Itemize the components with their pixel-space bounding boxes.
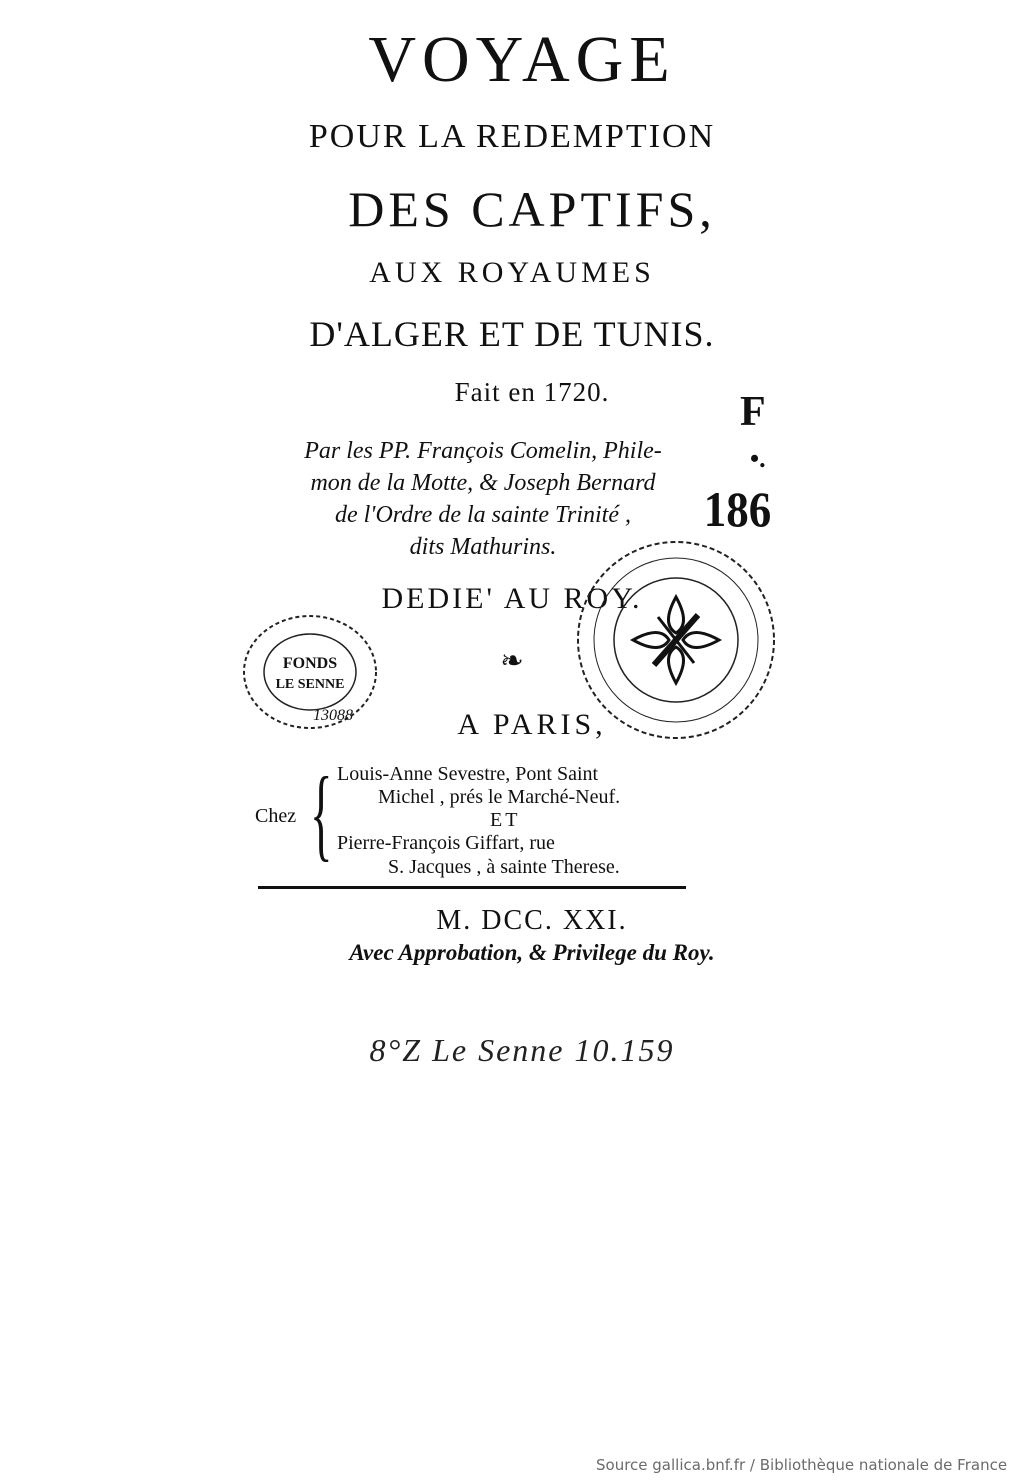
dedication: DEDIE' AU ROY. [381,582,643,615]
publisher-line: Pierre-François Giffart, rue [337,832,555,854]
place-of-publication: A PARIS, [457,708,607,741]
chez-label: Chez [255,805,297,827]
brace-icon: { [310,756,333,871]
shelfmark-number: 186 [703,481,772,537]
subtitle-line-3: AUX ROYAUMES [369,256,655,289]
date-made: Fait en 1720. [454,377,610,407]
authors-line: dits Mathurins. [409,534,557,560]
publication-year: M. DCC. XXI. [436,905,628,936]
stamp-left-number: 13088 [313,707,353,724]
horizontal-rule [258,886,686,889]
source-credit: Source gallica.bnf.fr / Bibliothèque nationale de France [596,1456,1008,1474]
stamp-left-text-1: FONDS [282,655,338,672]
stamp-left-text-2: LE SENNE [275,677,345,692]
approbation: Avec Approbation, & Privilege du Roy. [349,940,715,965]
fleuron-ornament-icon: ❧ [500,646,524,677]
book-title: VOYAGE [368,23,676,96]
publisher-line: Louis-Anne Sevestre, Pont Saint [337,763,599,785]
manuscript-call-number: 8°Z Le Senne 10.159 [369,1032,675,1068]
authors-line: de l'Ordre de la sainte Trinité , [334,502,631,528]
shelfmark-dot: •. [750,444,766,473]
subtitle-line-4: D'ALGER ET DE TUNIS. [309,314,715,354]
library-stamp-left-icon [238,610,388,735]
subtitle-line-2: DES CAPTIFS, [348,181,716,237]
library-stamp-right-icon [566,535,786,745]
authors-line: Par les PP. François Comelin, Phile- [304,438,662,464]
authors-line: mon de la Motte, & Joseph Bernard [310,470,656,496]
subtitle-line-1: POUR LA REDEMPTION [308,118,716,155]
publisher-line: S. Jacques , à sainte Therese. [388,856,620,878]
publisher-line: ET [490,809,521,831]
shelfmark-letter: F [740,389,766,435]
publisher-line: Michel , prés le Marché-Neuf. [378,786,621,808]
